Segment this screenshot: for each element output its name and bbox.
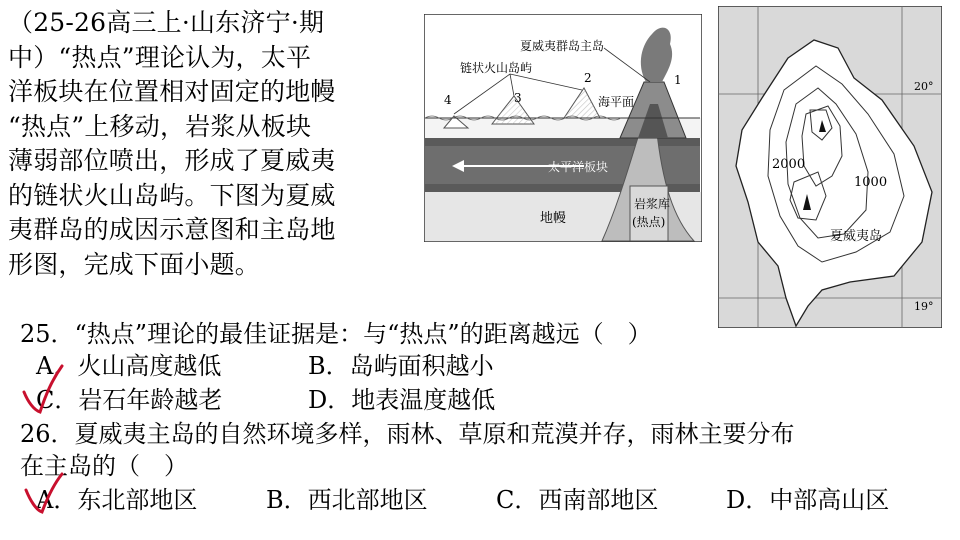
sea-level-label: 海平面 xyxy=(598,95,635,109)
magma-label-box xyxy=(630,186,671,241)
intro-line: 中）“热点”理论认为，太平 xyxy=(8,42,312,72)
q26-option-b[interactable]: B．西北部地区 xyxy=(266,486,428,514)
latitude-20: 20° xyxy=(914,80,934,93)
question-25-stem: 25．“热点”理论的最佳证据是：与“热点”的距离越远（ ） xyxy=(20,320,652,348)
chain-label: 链状火山岛屿 xyxy=(460,61,533,75)
intro-line: 的链状火山岛屿。下图为夏威 xyxy=(8,180,336,210)
main-island-label: 夏威夷群岛主岛 xyxy=(520,39,605,53)
question-26-stem-line2: 在主岛的（ ） xyxy=(20,452,188,480)
contour-label-2000: 2000 xyxy=(772,157,806,172)
island-number-1: 1 xyxy=(674,73,682,87)
magma-label: 岩浆库 xyxy=(634,197,671,211)
island-name-label: 夏威夷岛 xyxy=(830,229,883,244)
intro-line: 形图，完成下面小题。 xyxy=(8,249,261,279)
hotspot-diagram xyxy=(424,14,702,242)
q25-option-d[interactable]: D．地表温度越低 xyxy=(308,386,496,414)
q25-option-c[interactable]: C．岩石年龄越老 xyxy=(36,386,223,414)
question-26-stem-line1: 26．夏威夷主岛的自然环境多样，雨林、草原和荒漠并存，雨林主要分布 xyxy=(20,420,795,448)
q26-option-c[interactable]: C．西南部地区 xyxy=(496,486,659,514)
intro-line: “热点”上移动，岩浆从板块 xyxy=(8,111,312,141)
island-topo-map xyxy=(718,6,942,328)
intro-line: 洋板块在位置相对固定的地幔 xyxy=(8,77,336,106)
intro-line: （25-26高三上·山东济宁·期 xyxy=(8,8,325,37)
intro-paragraph xyxy=(8,6,378,282)
intro-line: 薄弱部位喷出，形成了夏威夷 xyxy=(8,146,336,175)
hotspot-label: (热点) xyxy=(632,215,666,229)
island-number-3: 3 xyxy=(514,91,522,105)
q26-option-a[interactable]: A．东北部地区 xyxy=(36,486,198,514)
intro-line: 夷群岛的成因示意图和主岛地 xyxy=(8,215,336,244)
q25-option-b[interactable]: B．岛屿面积越小 xyxy=(308,352,494,380)
contour-label-1000: 1000 xyxy=(854,175,888,190)
island-number-4: 4 xyxy=(444,93,452,107)
mantle-label: 地幔 xyxy=(540,211,567,226)
latitude-19: 19° xyxy=(914,300,934,313)
q25-option-a[interactable]: A．火山高度越低 xyxy=(36,352,222,380)
plate-label: 太平洋板块 xyxy=(548,160,609,174)
island-number-2: 2 xyxy=(584,71,592,85)
q26-option-d[interactable]: D．中部高山区 xyxy=(726,486,890,514)
